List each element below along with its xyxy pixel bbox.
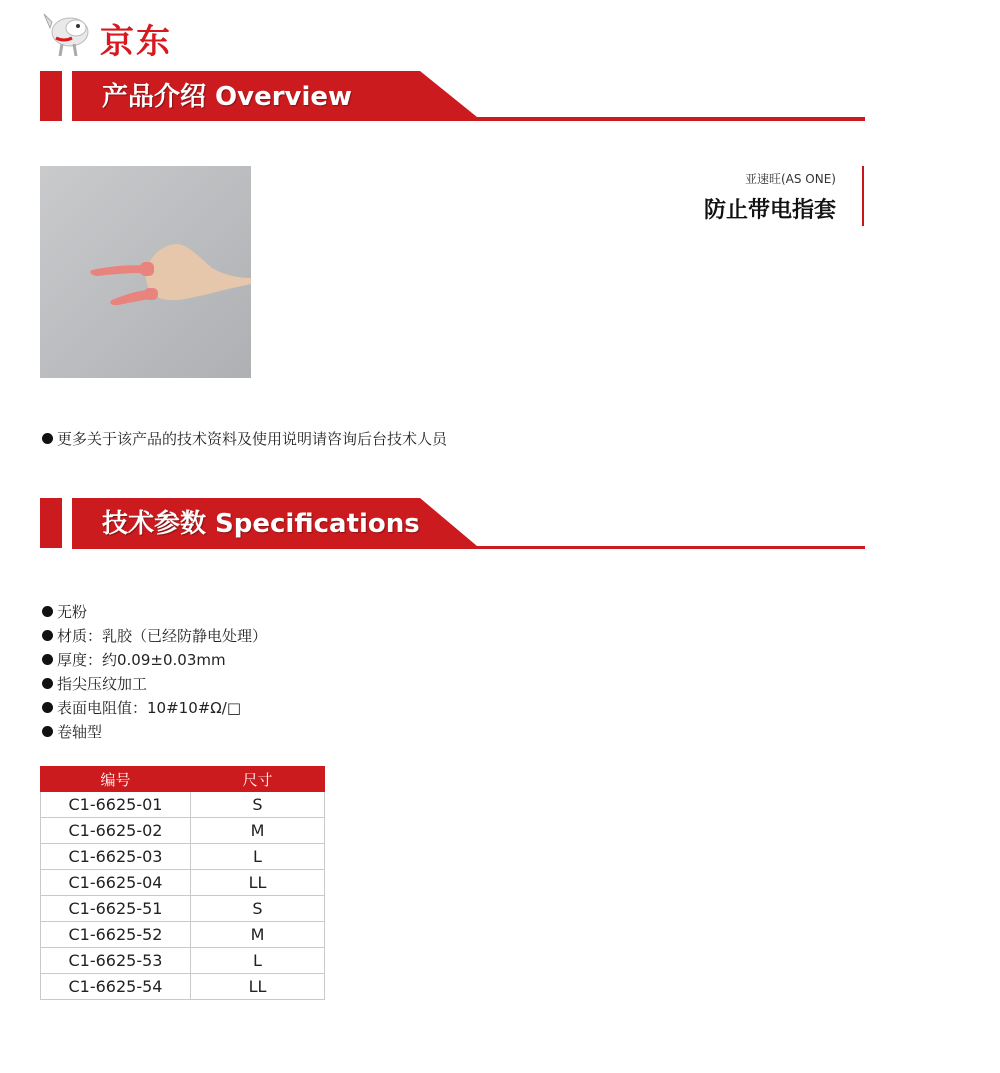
spec-list (42, 600, 267, 744)
cell-size: S (191, 792, 325, 818)
table-header-row (41, 767, 325, 792)
cell-code: C1-6625-04 (41, 870, 191, 896)
spec-item: 厚度：约0.09±0.03mm (42, 648, 267, 672)
brand-name: 亚速旺(AS ONE) (744, 172, 836, 186)
jd-logo (40, 8, 200, 60)
bullet-icon (42, 606, 53, 617)
cell-code: C1-6625-51 (41, 896, 191, 922)
overview-section-header (40, 70, 865, 122)
table-row (41, 896, 325, 922)
table-row (41, 974, 325, 1000)
cell-size: S (191, 896, 325, 922)
cell-code: C1-6625-54 (41, 974, 191, 1000)
jd-logo-text: 京东 (100, 22, 172, 62)
cell-code: C1-6625-03 (41, 844, 191, 870)
bullet-icon (42, 678, 53, 689)
bullet-icon (42, 654, 53, 665)
cell-size: L (191, 844, 325, 870)
column-header-code: 编号 (41, 767, 191, 792)
table-row (41, 818, 325, 844)
table-row (41, 844, 325, 870)
bullet-icon (42, 702, 53, 713)
table-row (41, 922, 325, 948)
cell-size: LL (191, 974, 325, 1000)
overview-title: 产品介绍 Overview (102, 82, 353, 112)
brand-block (704, 166, 864, 226)
table-row (41, 870, 325, 896)
cell-code: C1-6625-53 (41, 948, 191, 974)
size-table (40, 766, 325, 1000)
cell-code: C1-6625-01 (41, 792, 191, 818)
cell-code: C1-6625-52 (41, 922, 191, 948)
spec-item: 无粉 (42, 600, 267, 624)
spec-item: 卷轴型 (42, 720, 267, 744)
column-header-size: 尺寸 (191, 767, 325, 792)
cell-code: C1-6625-02 (41, 818, 191, 844)
table-row (41, 948, 325, 974)
bullet-icon (42, 726, 53, 737)
spec-item: 指尖压纹加工 (42, 672, 267, 696)
specifications-section-header (40, 497, 865, 549)
cell-size: L (191, 948, 325, 974)
tech-support-note (42, 428, 447, 449)
spec-item: 表面电阻值：10#10#Ω/□ (42, 696, 267, 720)
bullet-icon (42, 433, 53, 444)
product-photo (40, 166, 251, 378)
specifications-title: 技术参数 Specifications (102, 509, 420, 539)
table-row (41, 792, 325, 818)
cell-size: LL (191, 870, 325, 896)
cell-size: M (191, 818, 325, 844)
note-text: 更多关于该产品的技术资料及使用说明请咨询后台技术人员 (57, 430, 448, 448)
bullet-icon (42, 630, 53, 641)
cell-size: M (191, 922, 325, 948)
spec-item: 材质：乳胶（已经防静电处理） (42, 624, 267, 648)
jd-dog-mascot-icon (40, 8, 98, 58)
product-name: 防止带电指套 (703, 198, 836, 223)
